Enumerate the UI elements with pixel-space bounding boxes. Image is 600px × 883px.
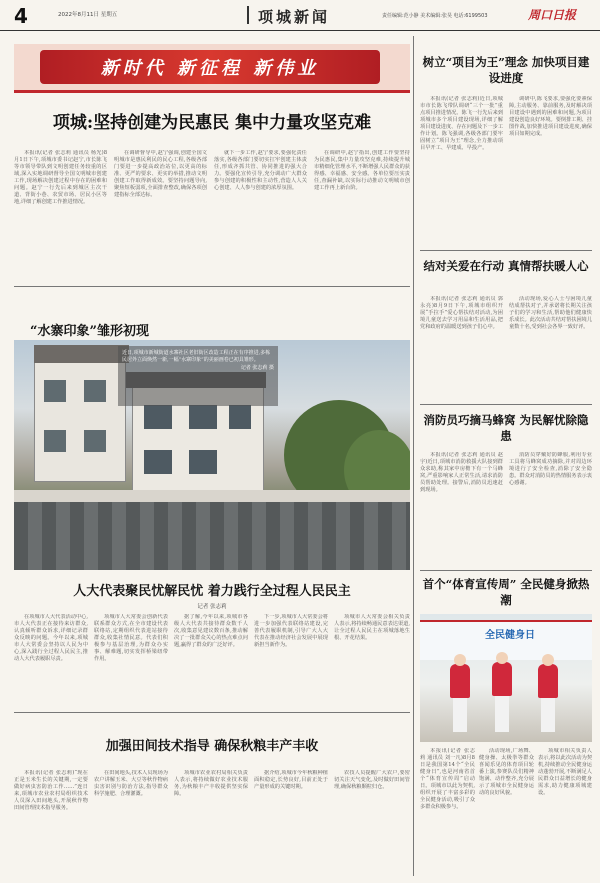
photo-dancers: [420, 614, 592, 742]
issue-date: 2022年8月11日 星期五: [58, 12, 118, 18]
tech-col-3: 项城市农业农村局相关负责人表示,将持续做好农业技术服务,为秋粮丰产丰收提供坚实保障。: [174, 770, 248, 797]
bee-col-1: 本报讯(记者 张志莉 通讯员 赵宇)近日,项城市消防救援大队接到群众求助,称其家中房檐下有一个马蜂窝,严重影响家人正常生活,请求消防员帮助处理。接警后,消防员迅速赶到现场。: [420, 452, 503, 493]
photo-story-headline: “水寨印象”雏形初现: [30, 324, 149, 339]
bee-col-2: 消防员穿戴好防蜂服,利用专业工具将马蜂窝成功摘除,并对周边环境进行了安全检查,消除了安全隐患。群众对消防员的热情服务表示衷心感谢。: [509, 452, 592, 486]
tech-col-2: 在田间地头,技术人员现场为农户讲解玉米、大豆等秋作物病虫害识别与防治方法,指导群众科学施肥、合理灌溉。: [94, 770, 168, 797]
lead-col-1: 本报讯(记者 张志莉 通讯员 杨光)8月1日下午,项城市委书记赵宁,市长陈飞等市领导带队到文明创建任务较重的区域,深入实地调研督导全国文明城市创建工作,现场解决创建过程中存在的困难和问题。赵宁一行先后来到城区主次干道、背街小巷、农贸市场、居民小区等地,详细了解创建工作推进情况。: [14, 150, 107, 205]
tech-col-4: 据介绍,项城市今年秋粮种植面积稳定,长势良好,目前正处于产量形成的关键时期。: [254, 770, 328, 790]
npc-byline: 记者 张志莉: [197, 604, 227, 610]
divider: [420, 404, 592, 405]
help-col-1: 本报讯(记者 张志莉 通讯员 郭永亮)8月9日下午,项城市组织开展“手拉手”爱心帮扶结对活动,为困境儿童送去学习用品和生活用品,把党和政府的温暖送到孩子们心中。: [420, 296, 503, 330]
sport-col-3: 项城市相关负责人表示,将以此次活动为契机,持续推动全民健身运动蓬勃开展,不断满足人民群众日益增长的健身需求,助力健康项城建设。: [538, 748, 592, 796]
project-headline: 树立“项目为王”理念 加快项目建设进度: [422, 55, 590, 85]
event-banner-text: 全民健身日: [485, 630, 535, 641]
npc-col-1: 在项城市人大代表活动中心,市人大代表正在接待来访群众,认真倾听群众诉求,详细记录群众反映的问题。今年以来,项城市人大常委会坚持以人民为中心,深入践行全过程人民民主,推动人大代表履职尽责。: [14, 614, 88, 662]
project-col-2: 调研中,陈飞要求,要强化要素保障,主动服务、靠前服务,及时解决项目建设中遇到的困难和问题,为项目建设创造良好环境。要倒排工期、挂图作战,加快推进项目建设进度,确保项目如期完成。: [509, 96, 592, 137]
photo-credit: 记者 张志莉 摄: [240, 365, 274, 371]
section-title: 项城新闻: [258, 8, 331, 26]
divider: [420, 250, 592, 251]
project-col-1: 本报讯(记者 张志莉)近日,项城市市长陈飞带队调研“三个一批”重点项目推进情况。陈飞一行先后来到项城市多个项目建设现场,详细了解项目建设进度、存在问题及下一步工作计划。陈飞强调,各级各部门要牢固树立“项目为王”理念,全力推动项目早开工、早建成、早投产。: [420, 96, 503, 151]
npc-col-4: 下一步,项城市人大常委会将进一步加强代表联络站建设,完善代表履职机制,引导广大人大代表在推动经济社会发展中展现新担当新作为。: [254, 614, 328, 648]
column-divider: [413, 36, 414, 876]
help-headline: 结对关爱在行动 真情帮扶暖人心: [423, 259, 589, 273]
tech-col-1: 本报讯(记者 张志莉)“现在正是玉米生长的关键期,一定要做好病虫害防治工作……”连日来,项城市农业农村局组织技术人员深入田间地头,开展秋作物田间管理技术指导服务。: [14, 770, 88, 811]
page-number: 4: [14, 4, 28, 28]
npc-col-3: 据了解,今年以来,项城市各级人大代表共接待群众数千人次,收集意见建议数百条,推动解决了一批群众关心的热点难点问题,赢得了群众的广泛好评。: [174, 614, 248, 648]
lead-col-4: 在调研中,赵宁指出,创建工作要坚持为民惠民,集中力量攻坚克难,持续提升城市精细化管理水平,不断增强人民群众的获得感、幸福感、安全感。各单位要压实责任,查漏补缺,以实际行动推动文明城市创建工作再上新台阶。: [314, 150, 410, 191]
sport-headline: 首个“体育宣传周” 全民健身掀热潮: [422, 577, 590, 607]
lead-col-2: 在调研督导中,赵宁强调,创建全国文明城市是惠民利民的民心工程,各级各部门要进一步提高政治站位,以更高的标准、更严的要求、更实的举措,推动文明创建工作取得新成效。要坚持问题导向,聚焦短板弱项,全面排查整改,确保各项创建指标全部达标。: [114, 150, 207, 198]
lead-col-3: 就下一步工作,赵宁要求,要强化责任落实,各级各部门要切实扛牢创建主体责任,形成齐抓共管、协同推进的强大合力。要强化宣传引导,充分调动广大群众参与创建的积极性和主动性,营造人人关心创建、人人参与创建的浓厚氛围。: [214, 150, 307, 191]
divider: [420, 570, 592, 571]
banner-underline: [14, 90, 410, 93]
newspaper-logo: 周口日报: [528, 8, 577, 22]
editor-credits: 责任编辑:范小静 美术编辑:张昊 电话:6199503: [382, 13, 488, 19]
tech-headline: 加强田间技术指导 确保秋粮丰产丰收: [105, 739, 319, 754]
bee-headline: 消防员巧摘马蜂窝 为民解忧除隐患: [423, 413, 589, 443]
sport-col-2: 活动现场,广场舞、健身操、太极拳等群众喜闻乐见的体育项目轮番上演,参赛队员们精神饱满、动作整齐,充分展示了项城市全民健身运动的良好风貌。: [479, 748, 534, 796]
npc-col-2: 项城市人大常委会创新代表联系群众方式,在全市建设代表联络站,定期组织代表进站接待群众,收集社情民意。代表们积极参与基层治理,为群众办实事、解难题,切实发挥桥梁纽带作用。: [94, 614, 168, 662]
lead-headline: 项城:坚持创建为民惠民 集中力量攻坚克难: [52, 113, 372, 133]
photo-caption-box: [118, 346, 278, 406]
header-divider: [247, 6, 249, 24]
npc-col-5: 项城市人大常委会相关负责人表示,将持续畅通民意表达渠道,让全过程人民民主在项城落地生根、开花结果。: [334, 614, 410, 641]
divider: [14, 712, 410, 713]
tech-col-5: 农技人员提醒广大农户,要密切关注天气变化,及时做好田间管理,确保秋粮颗粒归仓。: [334, 770, 410, 790]
divider: [14, 286, 410, 287]
photo-caption: 近日,项城市新城街道水寨社区老旧街区改造工程正在有序推进,多栋民居外立面焕然一新,一幅“水寨印象”的美丽画卷已初具雏形。: [122, 350, 271, 363]
slogan-text: 新时代 新征程 新伟业: [100, 58, 320, 79]
help-col-2: 活动现场,爱心人士与困境儿童结成帮扶对子,并承诺将长期关注孩子们的学习和生活,帮助他们健康快乐成长。此次活动共结对帮扶困境儿童数十名,受到社会各界一致好评。: [509, 296, 592, 330]
sport-col-1: 本报讯(记者 张志莉 通讯员 刘一凡)8月8日是我国第14个“全民健身日”,也是河南省首个“体育宣传周”启动日。项城市以此为契机,组织开展了丰富多彩的全民健身活动,吸引了众多群众积极参与。: [420, 748, 475, 810]
npc-headline: 人大代表聚民忧解民忧 着力践行全过程人民民主: [73, 584, 351, 599]
